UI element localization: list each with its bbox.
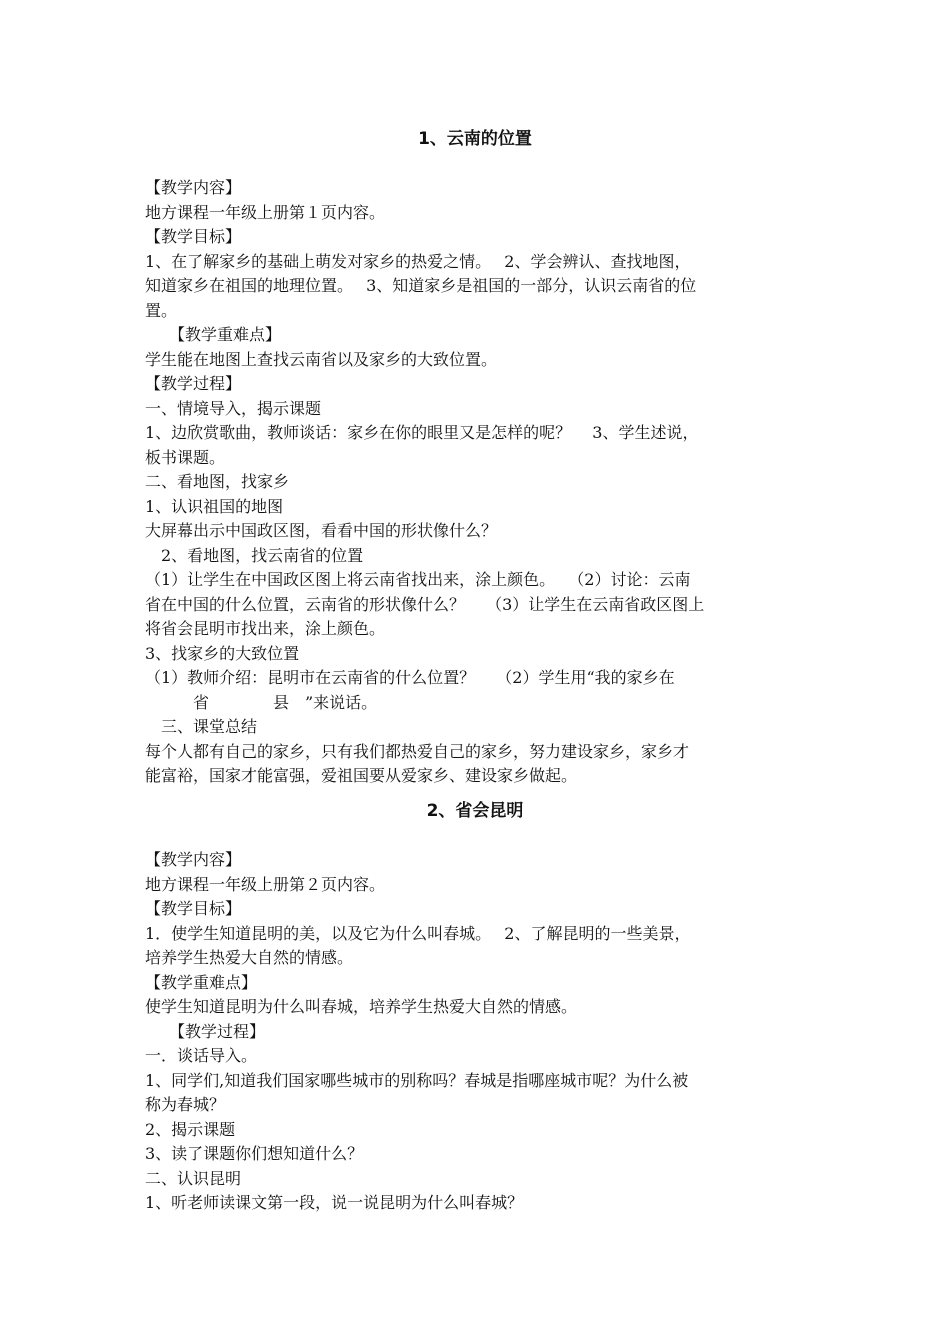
section-heading-process: 【教学过程】 [169, 1021, 266, 1041]
process-text: 称为春城？ [145, 1095, 226, 1114]
content-text: 地方课程一年级上册第２页内容。 [145, 874, 386, 894]
process-text: 3、读了课题你们想知道什么？ [145, 1144, 364, 1163]
process-step: 三、课堂总结 [161, 717, 258, 736]
section-heading-goals: 【教学目标】 [145, 899, 242, 918]
process-text: 2、看地图，找云南省的位置 [161, 545, 364, 565]
process-text: 省在中国的什么位置，云南省的形状像什么？ （3）让学生在云南省政区图上 [145, 594, 705, 614]
process-text: 省 县 ”来说话。 [145, 692, 378, 712]
section-heading-goals: 【教学目标】 [145, 227, 242, 246]
goals-text: 置。 [145, 300, 178, 320]
content-text: 地方课程一年级上册第１页内容。 [145, 202, 386, 222]
process-text: 板书课题。 [145, 447, 226, 467]
goals-text: 知道家乡在祖国的地理位置。 3、知道家乡是祖国的一部分，认识云南省的位 [145, 276, 697, 295]
section-heading-key-points: 【教学重难点】 [145, 972, 258, 992]
summary-text: 能富裕，国家才能富强，爱祖国要从爱家乡、建设家乡做起。 [145, 766, 578, 785]
section-heading-content: 【教学内容】 [145, 850, 242, 869]
goals-text: 1、在了解家乡的基础上萌发对家乡的热爱之情。 2、学会辨认、查找地图， [145, 251, 691, 271]
key-points-text: 使学生知道昆明为什么叫春城，培养学生热爱大自然的情感。 [145, 997, 578, 1016]
process-step: 一、情境导入，揭示课题 [145, 398, 322, 418]
process-text: （1）教师介绍：昆明市在云南省的什么位置？ （2）学生用“我的家乡在 [145, 668, 675, 687]
section-heading-content: 【教学内容】 [145, 178, 242, 197]
lesson2-body [145, 848, 813, 1216]
summary-text: 每个人都有自己的家乡，只有我们都热爱自己的家乡，努力建设家乡，家乡才 [145, 741, 690, 761]
lesson1-title: 1、云南的位置 [418, 129, 532, 149]
process-text: 大屏幕出示中国政区图，看看中国的形状像什么？ [145, 521, 498, 540]
process-text: 2、揭示课题 [145, 1119, 236, 1139]
process-text: （1）让学生在中国政区图上将云南省找出来，涂上颜色。 （2）讨论：云南 [145, 570, 691, 589]
key-points-text: 学生能在地图上查找云南省以及家乡的大致位置。 [145, 349, 498, 369]
process-text: 1、听老师读课文第一段，说一说昆明为什么叫春城？ [145, 1193, 524, 1212]
goals-text: 培养学生热爱大自然的情感。 [145, 948, 354, 967]
process-step: 一．谈话导入。 [145, 1046, 258, 1065]
process-step: 二、认识昆明 [145, 1168, 242, 1188]
lesson1-body [145, 176, 813, 789]
process-step: 二、看地图，找家乡 [145, 472, 290, 491]
section-heading-key-points: 【教学重难点】 [169, 325, 282, 344]
lesson2-title: 2、省会昆明 [426, 801, 524, 821]
process-text: 1、边欣赏歌曲，教师谈话：家乡在你的眼里又是怎样的呢？ 3、学生述说， [145, 423, 699, 442]
process-text: 1、同学们,知道我们国家哪些城市的别称吗？春城是指哪座城市呢？为什么被 [145, 1070, 689, 1090]
section-heading-process: 【教学过程】 [145, 374, 242, 393]
process-text: 3、找家乡的大致位置 [145, 643, 300, 663]
process-text: 将省会昆明市找出来，涂上颜色。 [145, 619, 386, 638]
goals-text: 1．使学生知道昆明的美，以及它为什么叫春城。 2、了解昆明的一些美景， [145, 923, 691, 943]
process-text: 1、认识祖国的地图 [145, 496, 284, 516]
